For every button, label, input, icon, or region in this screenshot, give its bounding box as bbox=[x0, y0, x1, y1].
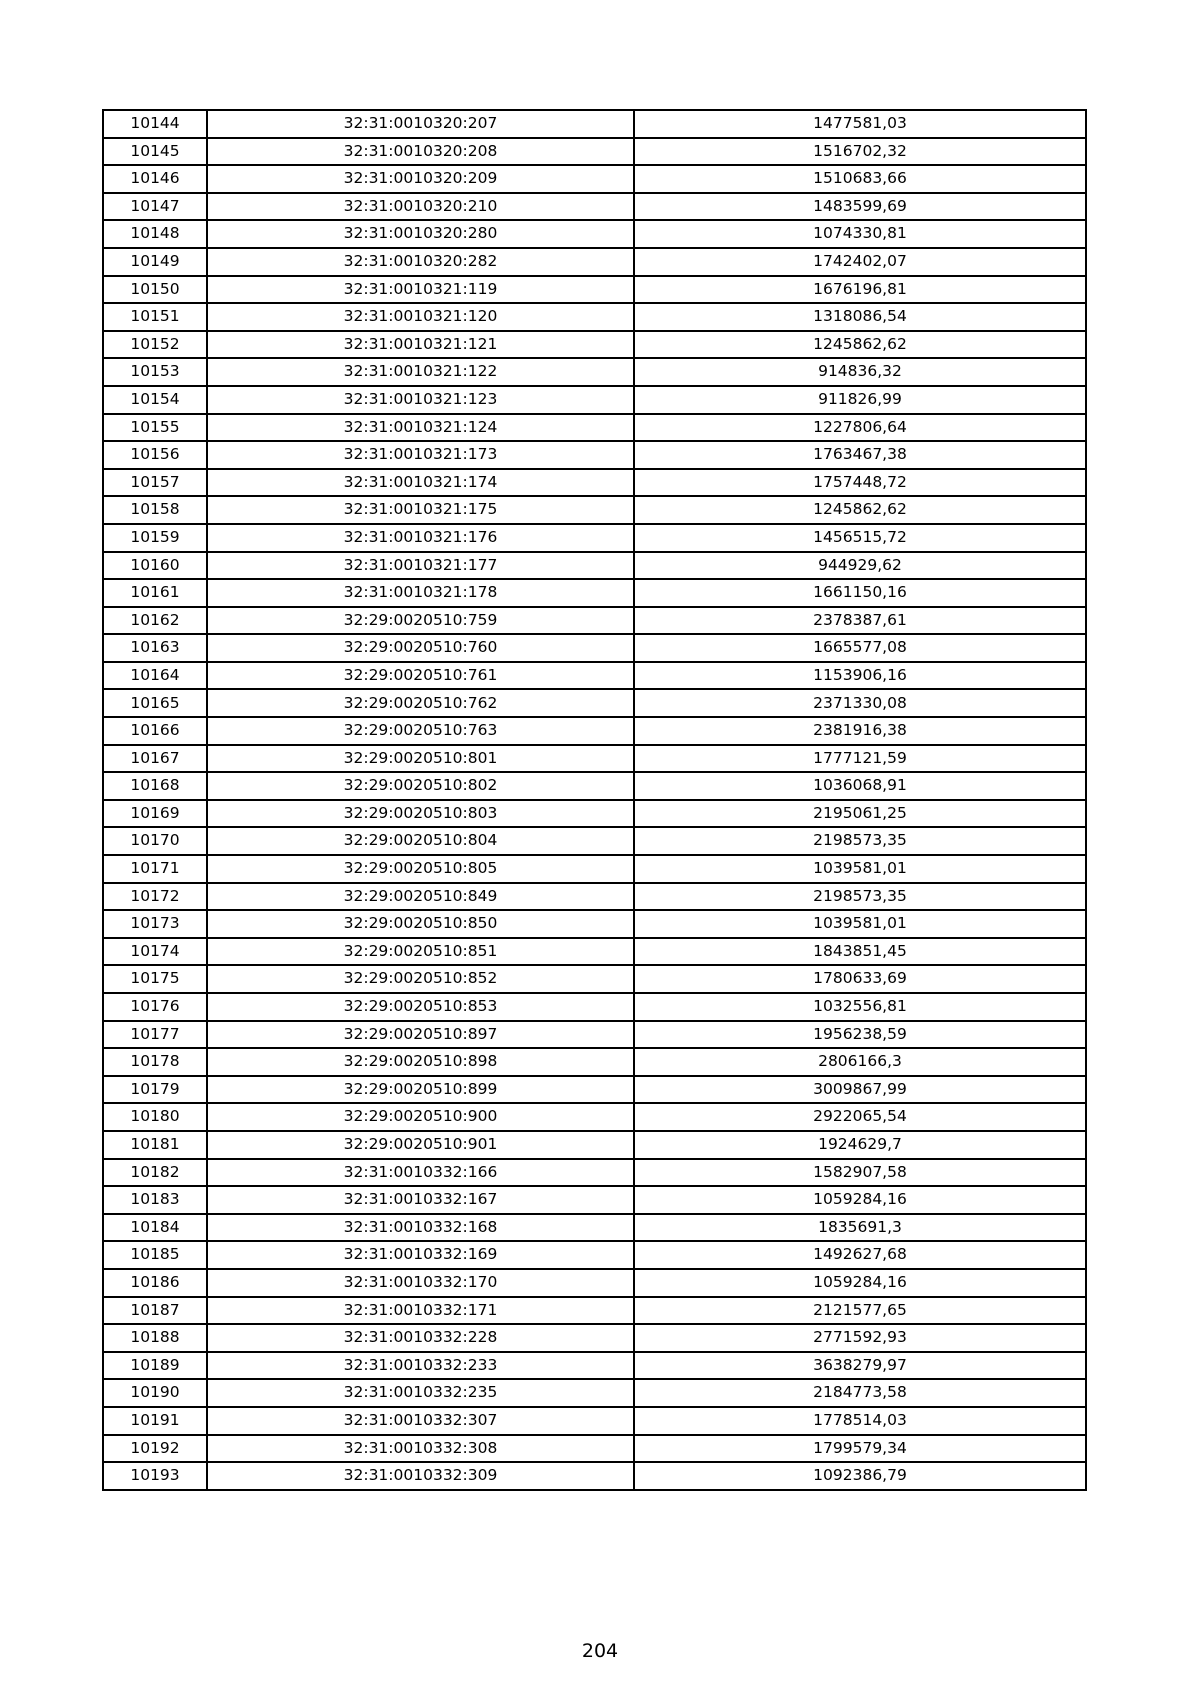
table-row bbox=[103, 1241, 1086, 1269]
value-cell: 1778514,03 bbox=[634, 1407, 1086, 1435]
cadastral-number-cell: 32:31:0010320:210 bbox=[207, 193, 634, 221]
value-cell: 1059284,16 bbox=[634, 1269, 1086, 1297]
table-row bbox=[103, 634, 1086, 662]
row-number-cell: 10171 bbox=[103, 855, 207, 883]
cadastral-number-cell: 32:29:0020510:852 bbox=[207, 965, 634, 993]
cadastral-number-cell: 32:31:0010332:166 bbox=[207, 1159, 634, 1187]
row-number-cell: 10191 bbox=[103, 1407, 207, 1435]
row-number-cell: 10158 bbox=[103, 496, 207, 524]
cadastral-number-cell: 32:29:0020510:850 bbox=[207, 910, 634, 938]
value-cell: 1039581,01 bbox=[634, 910, 1086, 938]
table-row bbox=[103, 662, 1086, 690]
row-number-cell: 10173 bbox=[103, 910, 207, 938]
row-number-cell: 10165 bbox=[103, 689, 207, 717]
cadastral-number-cell: 32:31:0010321:176 bbox=[207, 524, 634, 552]
cadastral-number-cell: 32:29:0020510:761 bbox=[207, 662, 634, 690]
table-row bbox=[103, 220, 1086, 248]
value-cell: 1059284,16 bbox=[634, 1186, 1086, 1214]
value-cell: 2121577,65 bbox=[634, 1297, 1086, 1325]
table-row bbox=[103, 827, 1086, 855]
table-row bbox=[103, 1379, 1086, 1407]
table-row bbox=[103, 1076, 1086, 1104]
cadastral-number-cell: 32:29:0020510:897 bbox=[207, 1021, 634, 1049]
cadastral-number-cell: 32:31:0010332:169 bbox=[207, 1241, 634, 1269]
row-number-cell: 10182 bbox=[103, 1159, 207, 1187]
page-number: 204 bbox=[581, 1640, 619, 1662]
value-cell: 1510683,66 bbox=[634, 165, 1086, 193]
cadastral-number-cell: 32:31:0010320:282 bbox=[207, 248, 634, 276]
cadastral-number-cell: 32:31:0010321:124 bbox=[207, 414, 634, 442]
table-row bbox=[103, 1214, 1086, 1242]
table-row bbox=[103, 386, 1086, 414]
table-row bbox=[103, 883, 1086, 911]
value-cell: 1245862,62 bbox=[634, 496, 1086, 524]
row-number-cell: 10162 bbox=[103, 607, 207, 635]
table-row bbox=[103, 110, 1086, 138]
row-number-cell: 10170 bbox=[103, 827, 207, 855]
table-row bbox=[103, 331, 1086, 359]
cadastral-number-cell: 32:31:0010332:228 bbox=[207, 1324, 634, 1352]
value-cell: 1039581,01 bbox=[634, 855, 1086, 883]
table-row bbox=[103, 193, 1086, 221]
table-row bbox=[103, 938, 1086, 966]
row-number-cell: 10148 bbox=[103, 220, 207, 248]
row-number-cell: 10161 bbox=[103, 579, 207, 607]
value-cell: 1665577,08 bbox=[634, 634, 1086, 662]
value-cell: 1036068,91 bbox=[634, 772, 1086, 800]
cadastral-number-cell: 32:29:0020510:898 bbox=[207, 1048, 634, 1076]
value-cell: 1153906,16 bbox=[634, 662, 1086, 690]
table-row bbox=[103, 552, 1086, 580]
table-row bbox=[103, 524, 1086, 552]
cadastral-number-cell: 32:31:0010321:120 bbox=[207, 303, 634, 331]
table-row bbox=[103, 1159, 1086, 1187]
value-cell: 2184773,58 bbox=[634, 1379, 1086, 1407]
table-row bbox=[103, 772, 1086, 800]
cadastral-number-cell: 32:29:0020510:851 bbox=[207, 938, 634, 966]
value-cell: 1477581,03 bbox=[634, 110, 1086, 138]
table-row bbox=[103, 965, 1086, 993]
value-cell: 1456515,72 bbox=[634, 524, 1086, 552]
value-cell: 1799579,34 bbox=[634, 1435, 1086, 1463]
row-number-cell: 10168 bbox=[103, 772, 207, 800]
table-row bbox=[103, 800, 1086, 828]
row-number-cell: 10157 bbox=[103, 469, 207, 497]
row-number-cell: 10193 bbox=[103, 1462, 207, 1490]
table-row bbox=[103, 1297, 1086, 1325]
value-cell: 1516702,32 bbox=[634, 138, 1086, 166]
row-number-cell: 10174 bbox=[103, 938, 207, 966]
table-row bbox=[103, 1048, 1086, 1076]
value-cell: 1483599,69 bbox=[634, 193, 1086, 221]
row-number-cell: 10179 bbox=[103, 1076, 207, 1104]
value-cell: 2198573,35 bbox=[634, 883, 1086, 911]
cadastral-number-cell: 32:31:0010321:123 bbox=[207, 386, 634, 414]
row-number-cell: 10190 bbox=[103, 1379, 207, 1407]
table-row bbox=[103, 358, 1086, 386]
table-row bbox=[103, 607, 1086, 635]
value-cell: 2195061,25 bbox=[634, 800, 1086, 828]
cadastral-number-cell: 32:31:0010320:207 bbox=[207, 110, 634, 138]
value-cell: 1956238,59 bbox=[634, 1021, 1086, 1049]
cadastral-number-cell: 32:31:0010321:175 bbox=[207, 496, 634, 524]
table-row bbox=[103, 1407, 1086, 1435]
table-row bbox=[103, 1269, 1086, 1297]
cadastral-number-cell: 32:31:0010332:170 bbox=[207, 1269, 634, 1297]
table-row bbox=[103, 248, 1086, 276]
cadastral-number-cell: 32:31:0010321:122 bbox=[207, 358, 634, 386]
value-cell: 1245862,62 bbox=[634, 331, 1086, 359]
cadastral-number-cell: 32:31:0010320:280 bbox=[207, 220, 634, 248]
row-number-cell: 10188 bbox=[103, 1324, 207, 1352]
value-cell: 1835691,3 bbox=[634, 1214, 1086, 1242]
table-row bbox=[103, 1324, 1086, 1352]
cadastral-number-cell: 32:31:0010320:208 bbox=[207, 138, 634, 166]
value-cell: 1032556,81 bbox=[634, 993, 1086, 1021]
table-row bbox=[103, 910, 1086, 938]
table-row bbox=[103, 717, 1086, 745]
cadastral-number-cell: 32:29:0020510:849 bbox=[207, 883, 634, 911]
row-number-cell: 10175 bbox=[103, 965, 207, 993]
row-number-cell: 10172 bbox=[103, 883, 207, 911]
row-number-cell: 10155 bbox=[103, 414, 207, 442]
value-cell: 2198573,35 bbox=[634, 827, 1086, 855]
row-number-cell: 10144 bbox=[103, 110, 207, 138]
value-cell: 911826,99 bbox=[634, 386, 1086, 414]
table-row bbox=[103, 165, 1086, 193]
value-cell: 2771592,93 bbox=[634, 1324, 1086, 1352]
cadastral-number-cell: 32:29:0020510:900 bbox=[207, 1103, 634, 1131]
row-number-cell: 10181 bbox=[103, 1131, 207, 1159]
row-number-cell: 10151 bbox=[103, 303, 207, 331]
table-body bbox=[103, 110, 1086, 1490]
cadastral-number-cell: 32:29:0020510:803 bbox=[207, 800, 634, 828]
data-table bbox=[102, 109, 1087, 1491]
cadastral-number-cell: 32:31:0010321:177 bbox=[207, 552, 634, 580]
row-number-cell: 10154 bbox=[103, 386, 207, 414]
value-cell: 1924629,7 bbox=[634, 1131, 1086, 1159]
value-cell: 3638279,97 bbox=[634, 1352, 1086, 1380]
table-row bbox=[103, 1435, 1086, 1463]
row-number-cell: 10192 bbox=[103, 1435, 207, 1463]
value-cell: 2378387,61 bbox=[634, 607, 1086, 635]
row-number-cell: 10180 bbox=[103, 1103, 207, 1131]
cadastral-number-cell: 32:31:0010321:178 bbox=[207, 579, 634, 607]
cadastral-number-cell: 32:31:0010332:235 bbox=[207, 1379, 634, 1407]
row-number-cell: 10152 bbox=[103, 331, 207, 359]
table-row bbox=[103, 276, 1086, 304]
cadastral-number-cell: 32:31:0010321:174 bbox=[207, 469, 634, 497]
table-row bbox=[103, 441, 1086, 469]
cadastral-number-cell: 32:31:0010332:233 bbox=[207, 1352, 634, 1380]
row-number-cell: 10186 bbox=[103, 1269, 207, 1297]
table-row bbox=[103, 303, 1086, 331]
cadastral-number-cell: 32:31:0010321:121 bbox=[207, 331, 634, 359]
row-number-cell: 10146 bbox=[103, 165, 207, 193]
row-number-cell: 10187 bbox=[103, 1297, 207, 1325]
cadastral-number-cell: 32:29:0020510:760 bbox=[207, 634, 634, 662]
cadastral-number-cell: 32:31:0010332:168 bbox=[207, 1214, 634, 1242]
value-cell: 2806166,3 bbox=[634, 1048, 1086, 1076]
value-cell: 1757448,72 bbox=[634, 469, 1086, 497]
table-row bbox=[103, 1021, 1086, 1049]
table-row bbox=[103, 1186, 1086, 1214]
value-cell: 1676196,81 bbox=[634, 276, 1086, 304]
value-cell: 1742402,07 bbox=[634, 248, 1086, 276]
cadastral-number-cell: 32:31:0010321:119 bbox=[207, 276, 634, 304]
cadastral-number-cell: 32:31:0010320:209 bbox=[207, 165, 634, 193]
value-cell: 2371330,08 bbox=[634, 689, 1086, 717]
table-row bbox=[103, 1103, 1086, 1131]
value-cell: 1843851,45 bbox=[634, 938, 1086, 966]
value-cell: 1582907,58 bbox=[634, 1159, 1086, 1187]
value-cell: 2922065,54 bbox=[634, 1103, 1086, 1131]
row-number-cell: 10178 bbox=[103, 1048, 207, 1076]
table-row bbox=[103, 138, 1086, 166]
value-cell: 1227806,64 bbox=[634, 414, 1086, 442]
table-row bbox=[103, 1131, 1086, 1159]
value-cell: 2381916,38 bbox=[634, 717, 1086, 745]
value-cell: 1780633,69 bbox=[634, 965, 1086, 993]
value-cell: 1318086,54 bbox=[634, 303, 1086, 331]
cadastral-number-cell: 32:29:0020510:802 bbox=[207, 772, 634, 800]
table-row bbox=[103, 414, 1086, 442]
table-row bbox=[103, 689, 1086, 717]
row-number-cell: 10156 bbox=[103, 441, 207, 469]
table-row bbox=[103, 469, 1086, 497]
cadastral-number-cell: 32:29:0020510:762 bbox=[207, 689, 634, 717]
cadastral-number-cell: 32:29:0020510:759 bbox=[207, 607, 634, 635]
table-row bbox=[103, 1352, 1086, 1380]
table-row bbox=[103, 1462, 1086, 1490]
cadastral-number-cell: 32:31:0010332:307 bbox=[207, 1407, 634, 1435]
cadastral-number-cell: 32:31:0010332:171 bbox=[207, 1297, 634, 1325]
value-cell: 1763467,38 bbox=[634, 441, 1086, 469]
value-cell: 1092386,79 bbox=[634, 1462, 1086, 1490]
table-row bbox=[103, 496, 1086, 524]
cadastral-number-cell: 32:31:0010332:167 bbox=[207, 1186, 634, 1214]
value-cell: 1492627,68 bbox=[634, 1241, 1086, 1269]
row-number-cell: 10183 bbox=[103, 1186, 207, 1214]
row-number-cell: 10163 bbox=[103, 634, 207, 662]
row-number-cell: 10153 bbox=[103, 358, 207, 386]
row-number-cell: 10147 bbox=[103, 193, 207, 221]
row-number-cell: 10176 bbox=[103, 993, 207, 1021]
value-cell: 914836,32 bbox=[634, 358, 1086, 386]
row-number-cell: 10177 bbox=[103, 1021, 207, 1049]
row-number-cell: 10169 bbox=[103, 800, 207, 828]
cadastral-number-cell: 32:29:0020510:805 bbox=[207, 855, 634, 883]
row-number-cell: 10149 bbox=[103, 248, 207, 276]
row-number-cell: 10184 bbox=[103, 1214, 207, 1242]
cadastral-number-cell: 32:29:0020510:901 bbox=[207, 1131, 634, 1159]
cadastral-number-cell: 32:29:0020510:801 bbox=[207, 745, 634, 773]
cadastral-number-cell: 32:31:0010321:173 bbox=[207, 441, 634, 469]
cadastral-number-cell: 32:29:0020510:853 bbox=[207, 993, 634, 1021]
value-cell: 1074330,81 bbox=[634, 220, 1086, 248]
table-row bbox=[103, 745, 1086, 773]
cadastral-number-cell: 32:29:0020510:763 bbox=[207, 717, 634, 745]
row-number-cell: 10189 bbox=[103, 1352, 207, 1380]
table-row bbox=[103, 855, 1086, 883]
row-number-cell: 10145 bbox=[103, 138, 207, 166]
cadastral-number-cell: 32:31:0010332:309 bbox=[207, 1462, 634, 1490]
table-row bbox=[103, 993, 1086, 1021]
cadastral-number-cell: 32:29:0020510:804 bbox=[207, 827, 634, 855]
value-cell: 1661150,16 bbox=[634, 579, 1086, 607]
cadastral-number-cell: 32:29:0020510:899 bbox=[207, 1076, 634, 1104]
row-number-cell: 10166 bbox=[103, 717, 207, 745]
table-row bbox=[103, 579, 1086, 607]
value-cell: 1777121,59 bbox=[634, 745, 1086, 773]
row-number-cell: 10167 bbox=[103, 745, 207, 773]
row-number-cell: 10164 bbox=[103, 662, 207, 690]
value-cell: 944929,62 bbox=[634, 552, 1086, 580]
row-number-cell: 10150 bbox=[103, 276, 207, 304]
value-cell: 3009867,99 bbox=[634, 1076, 1086, 1104]
row-number-cell: 10159 bbox=[103, 524, 207, 552]
cadastral-number-cell: 32:31:0010332:308 bbox=[207, 1435, 634, 1463]
row-number-cell: 10185 bbox=[103, 1241, 207, 1269]
row-number-cell: 10160 bbox=[103, 552, 207, 580]
